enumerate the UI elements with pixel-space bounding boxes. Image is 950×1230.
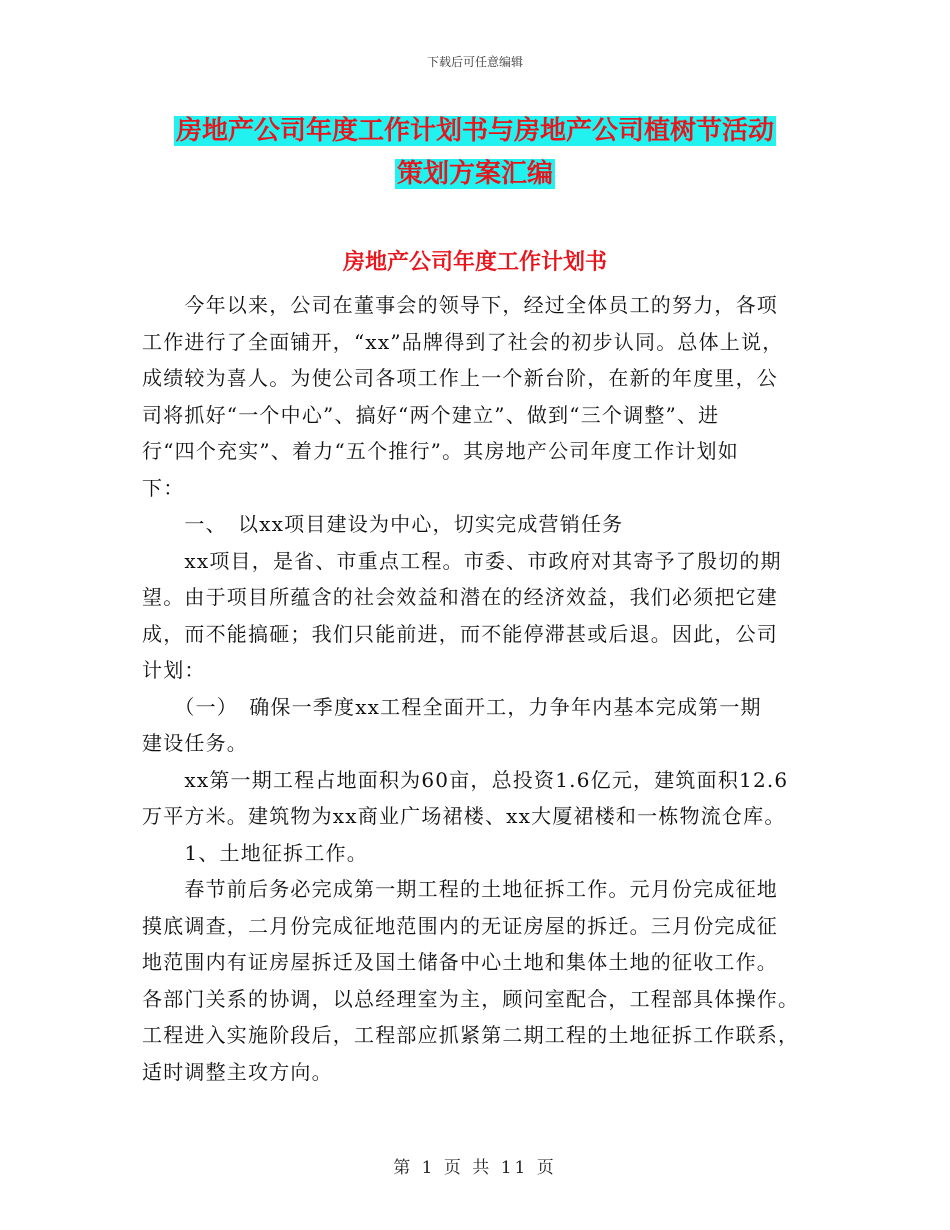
body-line: 1、土地征拆工作。 — [142, 840, 368, 865]
body-line: 建设任务。 — [142, 731, 248, 755]
document-title-text-1: 房地产公司年度工作计划书与房地产公司植树节活动 — [175, 116, 774, 146]
body-line: 成绩较为喜人。为使公司各项工作上一个新台阶，在新的年度里，公 — [142, 366, 778, 390]
body-line: 工作进行了全面铺开，“xx”品牌得到了社会的初步认同。总体上说， — [142, 329, 784, 354]
document-title-line-2 — [145, 155, 805, 193]
body-line: 各部门关系的协调，以总经理室为主，顾问室配合，工程部具体操作。 — [142, 986, 800, 1011]
body-text — [142, 287, 812, 1090]
body-line: 地范围内有证房屋拆迁及国土储备中心土地和集体土地的征收工作。 — [142, 950, 778, 974]
body-line: 适时调整主攻方向。 — [142, 1059, 333, 1084]
page-footer: 第 1 页 共 11 页 — [393, 1158, 557, 1178]
body-line: 春节前后务必完成第一期工程的土地征拆工作。元月份完成征地 — [142, 877, 778, 901]
section-title: 房地产公司年度工作计划书 — [342, 250, 607, 275]
body-line: 一、 以xx项目建设为中心，切实完成营销任务 — [142, 512, 624, 536]
header-note: 下载后可任意编辑 — [426, 55, 523, 69]
body-line: 计划： — [142, 658, 206, 682]
body-line: 工程进入实施阶段后，工程部应抓紧第二期工程的土地征拆工作联系， — [142, 1023, 800, 1047]
document-title-line-1 — [145, 112, 805, 150]
body-line: 望。由于项目所蕴含的社会效益和潜在的经济效益，我们必须把它建 — [142, 585, 778, 609]
body-line: xx项目，是省、市重点工程。市委、市政府对其寄予了殷切的期 — [142, 548, 782, 573]
body-line: 下： — [142, 475, 185, 500]
document-title-text-2: 策划方案汇编 — [396, 159, 553, 189]
body-line: 成，而不能搞砸；我们只能前进，而不能停滞甚或后退。因此，公司 — [142, 621, 778, 646]
body-line: 万平方米。建筑物为xx商业广场裙楼、xx大厦裙楼和一栋物流仓库。 — [142, 804, 786, 828]
body-line: 行“四个充实”、着力“五个推行”。其房地产公司年度工作计划如 — [142, 439, 739, 463]
body-line: （一） 确保一季度xx工程全面开工，力争年内基本完成第一期 — [142, 694, 762, 719]
body-line: 今年以来，公司在董事会的领导下，经过全体员工的努力，各项 — [142, 293, 778, 317]
body-line: xx第一期工程占地面积为60亩，总投资1.6亿元，建筑面积12.6 — [142, 767, 789, 792]
body-line: 司将抓好“一个中心”、搞好“两个建立”、做到“三个调整”、进 — [142, 402, 720, 427]
body-line: 摸底调查，二月份完成征地范围内的无证房屋的拆迁。三月份完成征 — [142, 913, 778, 938]
